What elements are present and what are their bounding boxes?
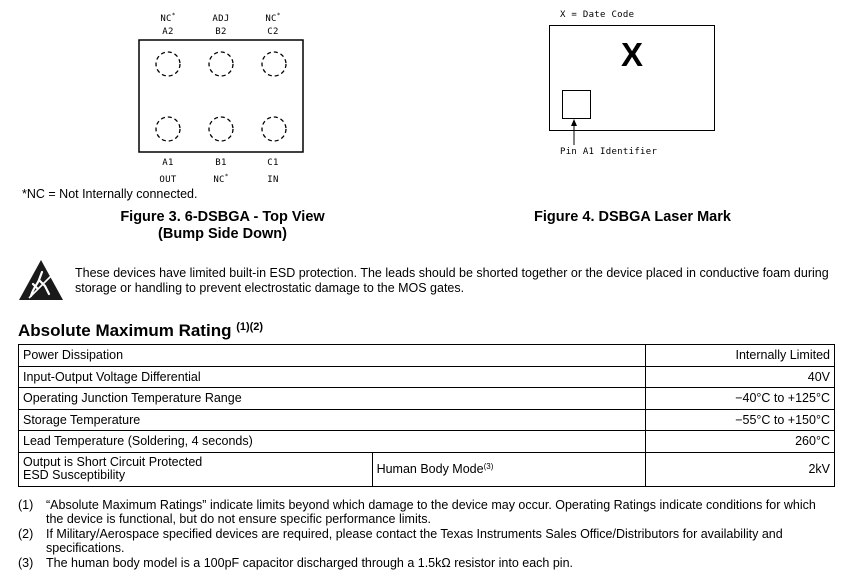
package-top-view [138,39,304,153]
bump-b2 [209,52,233,76]
pin-a1-identifier-box [562,90,591,119]
table-row [19,431,835,453]
param-cell: Power Dissipation [19,345,646,367]
pin-label-b1: B1 NC* [213,158,229,185]
condition-cell: Human Body Mode$^{(3)}$ [372,452,646,486]
figure-4-caption: Figure 4. DSBGA Laser Mark [534,209,731,225]
value-cell: −40°C to +125°C [646,388,835,410]
pin-label-c1: C1 IN [267,158,279,185]
arrow-up-icon [568,118,580,146]
bump-a2 [156,52,180,76]
bump-c1 [262,117,286,141]
param-cell: Output is Short Circuit Protected ESD Susceptibility [19,452,373,486]
section-title: Absolute Maximum Rating $^{(1)(2)}$ [18,321,264,340]
figure-3-caption: Figure 3. 6-DSBGA - Top View (Bump Side Down) [120,209,325,242]
table-row [19,452,835,486]
bump-b1 [209,117,233,141]
pin-label-b2: ADJ B2 [212,14,230,37]
param-cell: Lead Temperature (Soldering, 4 seconds) [19,431,646,453]
table-row [19,366,835,388]
value-cell: 260°C [646,431,835,453]
value-cell: 40V [646,366,835,388]
bump-c2 [262,52,286,76]
value-cell: −55°C to +150°C [646,409,835,431]
esd-notice-text: These devices have limited built-in ESD protection. The leads should be shorted together or the device placed in conductive foam during storage or handling to prevent electrostatic damage to the MOS gates. [75,266,829,295]
pin-a1-label: Pin A1 Identifier [560,147,658,157]
pin-label-a2: NC* A2 [160,12,176,37]
value-cell: Internally Limited [646,345,835,367]
date-code-label: X = Date Code [560,10,635,20]
section-title-refs: (1)(2) [236,321,264,333]
table-row [19,345,835,367]
table-row [19,409,835,431]
nc-footnote: *NC = Not Internally connected. [22,187,198,201]
pin-label-c2: NC* C2 [265,12,281,37]
pin-label-a1: A1 OUT [159,158,177,185]
table-row [19,388,835,410]
date-code-mark: X [620,36,643,73]
absolute-max-ratings-table [18,344,835,487]
value-cell: 2kV [646,452,835,486]
param-cell: Operating Junction Temperature Range [19,388,646,410]
param-cell: Input-Output Voltage Differential [19,366,646,388]
bump-a1 [156,117,180,141]
param-cell: Storage Temperature [19,409,646,431]
esd-warning-icon [17,258,65,302]
